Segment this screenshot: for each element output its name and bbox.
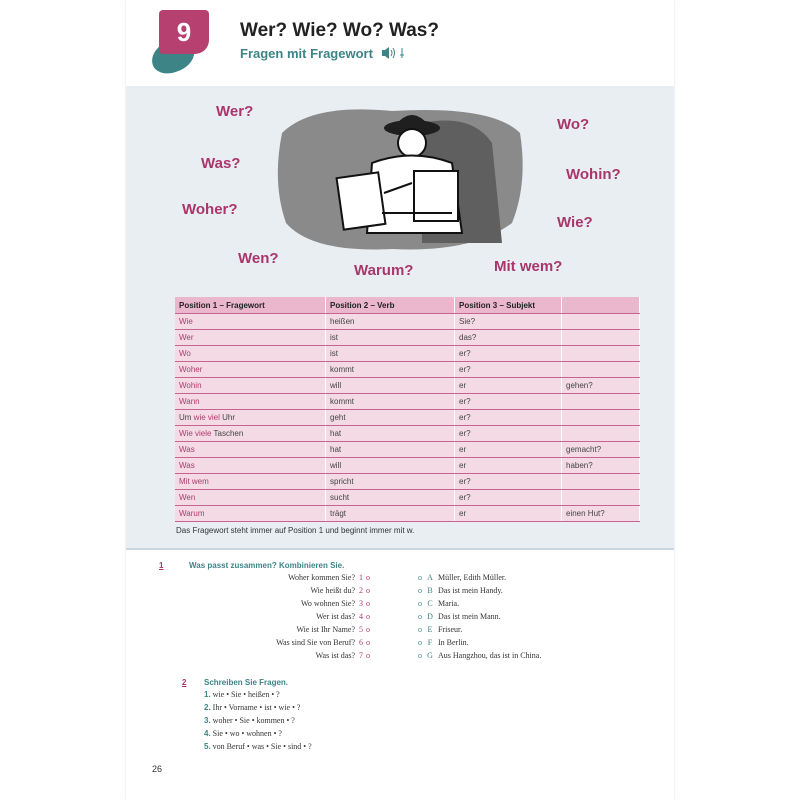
item-number: 5.: [204, 742, 211, 751]
page-number: 26: [152, 764, 163, 774]
end-cell: [562, 426, 640, 442]
answer-text: Aus Hangzhou, das ist in China.: [438, 651, 542, 660]
verb-cell: sucht: [326, 490, 455, 506]
table-header: Position 1 – Fragewort: [175, 297, 326, 314]
question-word: Wo?: [557, 116, 590, 133]
answer-letter: A: [427, 573, 433, 582]
exercise-number: 1: [159, 561, 164, 570]
detective-illustration: [272, 103, 528, 255]
exercise2-item: [204, 729, 282, 738]
subject-cell: er?: [455, 426, 562, 442]
answer-letter: F: [427, 638, 433, 647]
question-word: Woher?: [182, 201, 238, 218]
question-word-text: Warum: [179, 509, 205, 518]
match-dot[interactable]: o: [418, 599, 422, 608]
match-dot[interactable]: o: [366, 573, 370, 582]
exercise1-question: [170, 599, 370, 608]
item-number: 3.: [204, 716, 211, 725]
question-word-text: Woher: [179, 365, 203, 374]
question-number: 4: [359, 612, 363, 621]
end-cell: einen Hut?: [562, 506, 640, 522]
answer-letter: E: [427, 625, 433, 634]
exercise2-item: [204, 742, 312, 751]
exercise1-question: [170, 651, 370, 660]
subject-cell: er?: [455, 394, 562, 410]
match-dot[interactable]: o: [366, 599, 370, 608]
table-row: [175, 314, 640, 330]
end-cell: [562, 490, 640, 506]
grammar-table: [175, 297, 640, 522]
question-number: 3: [359, 599, 363, 608]
match-dot[interactable]: o: [418, 651, 422, 660]
question-number: 1: [359, 573, 363, 582]
end-cell: [562, 314, 640, 330]
table-row: [175, 410, 640, 426]
item-number: 4.: [204, 729, 211, 738]
subject-cell: er: [455, 442, 562, 458]
item-number: 2.: [204, 703, 211, 712]
end-cell: [562, 330, 640, 346]
fragewort-cell: [175, 426, 326, 442]
fragewort-cell: [175, 410, 326, 426]
section-divider: [126, 548, 674, 550]
cell-text: Uhr: [219, 413, 236, 422]
question-number: 7: [359, 651, 363, 660]
exercise1-answer: [418, 638, 469, 647]
question-text: Wo wohnen Sie?: [300, 599, 355, 608]
exercise1-question: [170, 586, 370, 595]
exercise2-item: [204, 703, 300, 712]
question-word-text: Was: [179, 445, 195, 454]
exercise1-answer: [418, 573, 506, 582]
item-text: Sie • wo • wohnen • ?: [212, 729, 282, 738]
match-dot[interactable]: o: [366, 625, 370, 634]
verb-cell: spricht: [326, 474, 455, 490]
exercise1-question: [170, 612, 370, 621]
subject-cell: er?: [455, 410, 562, 426]
fragewort-cell: [175, 490, 326, 506]
grammar-note: Das Fragewort steht immer auf Position 1 und beginnt immer mit w.: [176, 526, 415, 535]
question-word: Was?: [201, 155, 241, 172]
exercise-title: Was passt zusammen? Kombinieren Sie.: [189, 561, 345, 570]
subject-cell: er?: [455, 490, 562, 506]
verb-cell: will: [326, 458, 455, 474]
question-number: 2: [359, 586, 363, 595]
table-row: [175, 474, 640, 490]
question-word: Warum?: [354, 262, 414, 279]
question-word-text: Wo: [179, 349, 191, 358]
exercise1-question: [170, 625, 370, 634]
fragewort-cell: [175, 442, 326, 458]
match-dot[interactable]: o: [366, 651, 370, 660]
question-word-text: Was: [179, 461, 195, 470]
table-row: [175, 346, 640, 362]
verb-cell: trägt: [326, 506, 455, 522]
exercise1-answer: [418, 651, 541, 660]
question-text: Woher kommen Sie?: [288, 573, 355, 582]
end-cell: haben?: [562, 458, 640, 474]
subject-cell: er: [455, 378, 562, 394]
fragewort-cell: [175, 506, 326, 522]
answer-text: Friseur.: [438, 625, 463, 634]
subject-cell: das?: [455, 330, 562, 346]
fragewort-cell: [175, 346, 326, 362]
table-header: Position 3 – Subjekt: [455, 297, 562, 314]
end-cell: gehen?: [562, 378, 640, 394]
table-header-row: [175, 297, 640, 314]
item-text: Ihr • Vorname • ist • wie • ?: [212, 703, 301, 712]
match-dot[interactable]: o: [366, 638, 370, 647]
end-cell: gemacht?: [562, 442, 640, 458]
exercise1-answer: [418, 599, 459, 608]
table-row: [175, 362, 640, 378]
question-word: Mit wem?: [494, 258, 563, 275]
exercise2-item: [204, 716, 295, 725]
answer-text: In Berlin.: [438, 638, 469, 647]
verb-cell: will: [326, 378, 455, 394]
exercise1-answer: [418, 586, 503, 595]
question-word-text: Wohin: [179, 381, 202, 390]
question-text: Was sind Sie von Beruf?: [276, 638, 355, 647]
page-title: Wer? Wie? Wo? Was?: [240, 20, 439, 41]
fragewort-cell: [175, 394, 326, 410]
match-dot[interactable]: o: [418, 625, 422, 634]
question-text: Wie heißt du?: [310, 586, 355, 595]
subject-cell: er?: [455, 474, 562, 490]
verb-cell: kommt: [326, 394, 455, 410]
match-dot[interactable]: o: [418, 586, 422, 595]
subject-cell: Sie?: [455, 314, 562, 330]
question-number: 6: [359, 638, 363, 647]
unit-number: 9: [159, 10, 209, 54]
exercise1-answer: [418, 625, 462, 634]
match-dot[interactable]: o: [366, 586, 370, 595]
subject-cell: er: [455, 506, 562, 522]
table-row: [175, 378, 640, 394]
table-row: [175, 394, 640, 410]
verb-cell: ist: [326, 346, 455, 362]
table-row: [175, 506, 640, 522]
question-word-text: Wann: [179, 397, 200, 406]
subject-cell: er?: [455, 362, 562, 378]
question-word: Wer?: [216, 103, 254, 120]
question-word-text: Wen: [179, 493, 196, 502]
answer-text: Das ist mein Handy.: [438, 586, 503, 595]
end-cell: [562, 474, 640, 490]
table-row: [175, 426, 640, 442]
end-cell: [562, 394, 640, 410]
cell-text: Taschen: [211, 429, 244, 438]
verb-cell: hat: [326, 426, 455, 442]
verb-cell: ist: [326, 330, 455, 346]
question-word-text: Wie viele: [179, 429, 212, 438]
table-row: [175, 330, 640, 346]
table-row: [175, 490, 640, 506]
question-text: Wie ist Ihr Name?: [296, 625, 355, 634]
answer-letter: G: [427, 651, 433, 660]
table-header: [562, 297, 640, 314]
subject-cell: er: [455, 458, 562, 474]
end-cell: [562, 410, 640, 426]
fragewort-cell: [175, 362, 326, 378]
exercise-number: 2: [182, 678, 187, 687]
table-header: Position 2 – Verb: [326, 297, 455, 314]
fragewort-cell: [175, 314, 326, 330]
answer-letter: C: [427, 599, 433, 608]
end-cell: [562, 362, 640, 378]
cell-text: Um: [179, 413, 194, 422]
fragewort-cell: [175, 378, 326, 394]
answer-text: Müller, Edith Müller.: [438, 573, 507, 582]
item-text: wie • Sie • heißen • ?: [212, 690, 280, 699]
question-word: Wie?: [557, 214, 593, 231]
match-dot[interactable]: o: [418, 612, 422, 621]
page-subtitle: Fragen mit Fragewort: [240, 46, 373, 61]
question-word-text: Wie: [179, 317, 193, 326]
exercise-title: Schreiben Sie Fragen.: [204, 678, 289, 687]
answer-letter: D: [427, 612, 433, 621]
subject-cell: er?: [455, 346, 562, 362]
verb-cell: hat: [326, 442, 455, 458]
question-number: 5: [359, 625, 363, 634]
match-dot[interactable]: o: [418, 638, 422, 647]
question-word: Wohin?: [566, 166, 621, 183]
question-word-text: wie viel: [193, 413, 220, 422]
item-text: woher • Sie • kommen • ?: [212, 716, 295, 725]
match-dot[interactable]: o: [418, 573, 422, 582]
exercise1-answer: [418, 612, 501, 621]
question-word-text: Wer: [179, 333, 194, 342]
fragewort-cell: [175, 330, 326, 346]
answer-text: Das ist mein Mann.: [438, 612, 501, 621]
answer-text: Maria.: [438, 599, 460, 608]
table-row: [175, 458, 640, 474]
item-text: von Beruf • was • Sie • sind • ?: [212, 742, 312, 751]
question-text: Was ist das?: [315, 651, 355, 660]
unit-badge: [155, 10, 211, 68]
question-text: Wer ist das?: [316, 612, 355, 621]
item-number: 1.: [204, 690, 211, 699]
match-dot[interactable]: o: [366, 612, 370, 621]
question-word: Wen?: [238, 250, 279, 267]
exercise1-question: [170, 638, 370, 647]
exercise2-item: [204, 690, 280, 699]
verb-cell: kommt: [326, 362, 455, 378]
fragewort-cell: [175, 458, 326, 474]
answer-letter: B: [427, 586, 433, 595]
end-cell: [562, 346, 640, 362]
audio-icon[interactable]: [382, 47, 408, 62]
exercise1-question: [170, 573, 370, 582]
verb-cell: geht: [326, 410, 455, 426]
verb-cell: heißen: [326, 314, 455, 330]
table-row: [175, 442, 640, 458]
fragewort-cell: [175, 474, 326, 490]
question-word-text: Mit wem: [179, 477, 209, 486]
